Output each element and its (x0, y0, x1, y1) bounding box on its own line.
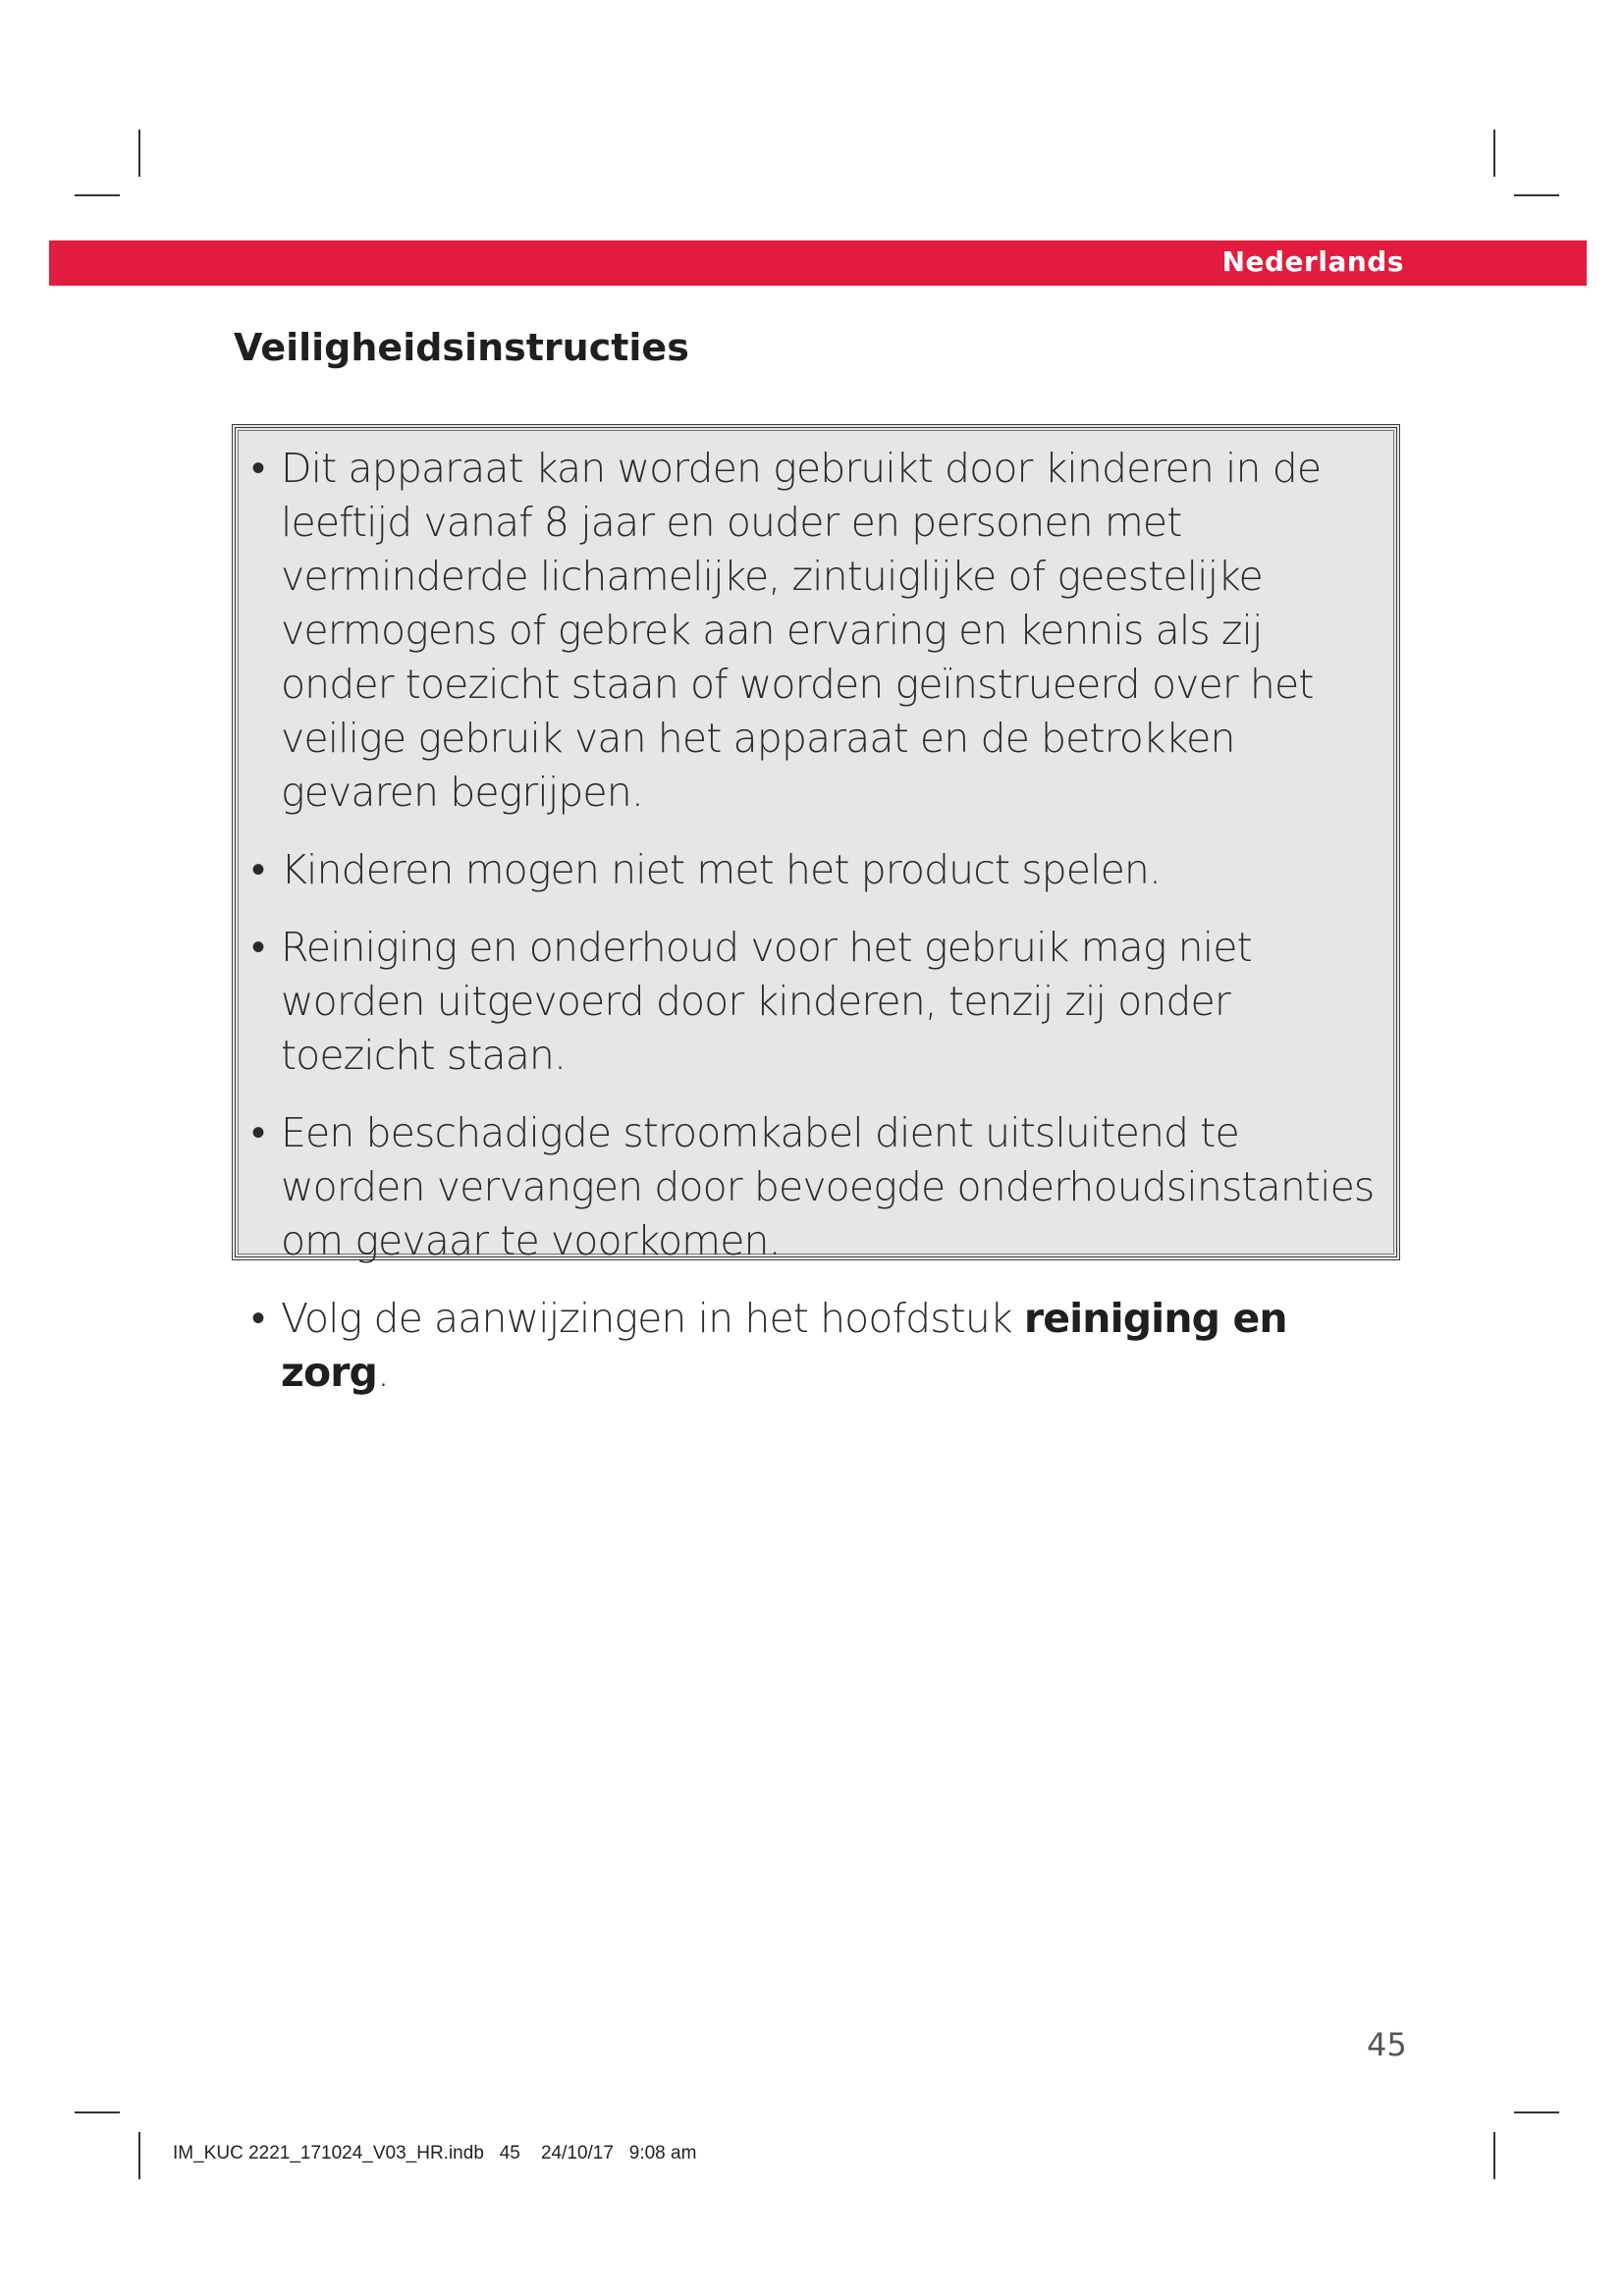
crop-mark-top-right-h (1514, 194, 1559, 196)
language-label: Nederlands (1221, 245, 1404, 278)
bullet-icon: • (251, 925, 265, 970)
list-item (251, 843, 1386, 897)
language-header-bar (49, 240, 1587, 286)
bullet-icon: • (251, 847, 265, 892)
crop-mark-bottom-right-v (1493, 2132, 1495, 2179)
section-title: Veiligheidsinstructies (234, 326, 689, 369)
crop-mark-bottom-right-h (1514, 2111, 1559, 2113)
list-item (251, 921, 1386, 1083)
list-item-text: Een beschadigde stroomkabel dient uitsluitend te worden vervangen door bevoegde onderhoudsinstanties om gevaar te voorkomen. (281, 1109, 1375, 1264)
list-item-text: Reiniging en onderhoud voor het gebruik mag niet worden uitgevoerd door kinderen, tenzij zij onder toezicht staan. (281, 924, 1252, 1079)
print-slug: IM_KUC 2221_171024_V03_HR.indb 45 24/10/17 9:08 am (173, 2143, 697, 2163)
list-item-text-before: Volg de aanwijzingen in het hoofdstuk (281, 1295, 1024, 1342)
list-item-text: Kinderen mogen niet met het product spelen. (281, 846, 1162, 893)
page-number: 45 (1367, 2026, 1407, 2063)
list-item-text-after: . (377, 1349, 390, 1396)
safety-instructions-list (251, 442, 1386, 1400)
list-item (251, 442, 1386, 820)
list-item (251, 1292, 1386, 1400)
list-item-text: Dit apparaat kan worden gebruikt door kinderen in de leeftijd vanaf 8 jaar en ouder en personen met verminderde lichamelijke, zintuiglijke of geestelijke vermogens of gebrek aan ervaring en kennis als zij onder toezicht staan of worden geïnstrueerd over het veilige gebruik van het apparaat en de betrokken gevaren begrijpen. (281, 445, 1322, 816)
crop-mark-top-right-v (1493, 130, 1495, 177)
safety-instructions-box (232, 424, 1400, 1396)
bullet-icon: • (251, 1296, 265, 1341)
chapter-reference: reiniging en zorg (281, 1295, 1287, 1396)
crop-mark-bottom-left-v (138, 2132, 140, 2179)
bullet-icon: • (251, 1110, 265, 1155)
crop-mark-bottom-left-h (75, 2111, 120, 2113)
crop-mark-top-left-h (75, 194, 120, 196)
bullet-icon: • (251, 446, 265, 491)
crop-mark-top-left-v (138, 130, 140, 177)
list-item (251, 1106, 1386, 1268)
